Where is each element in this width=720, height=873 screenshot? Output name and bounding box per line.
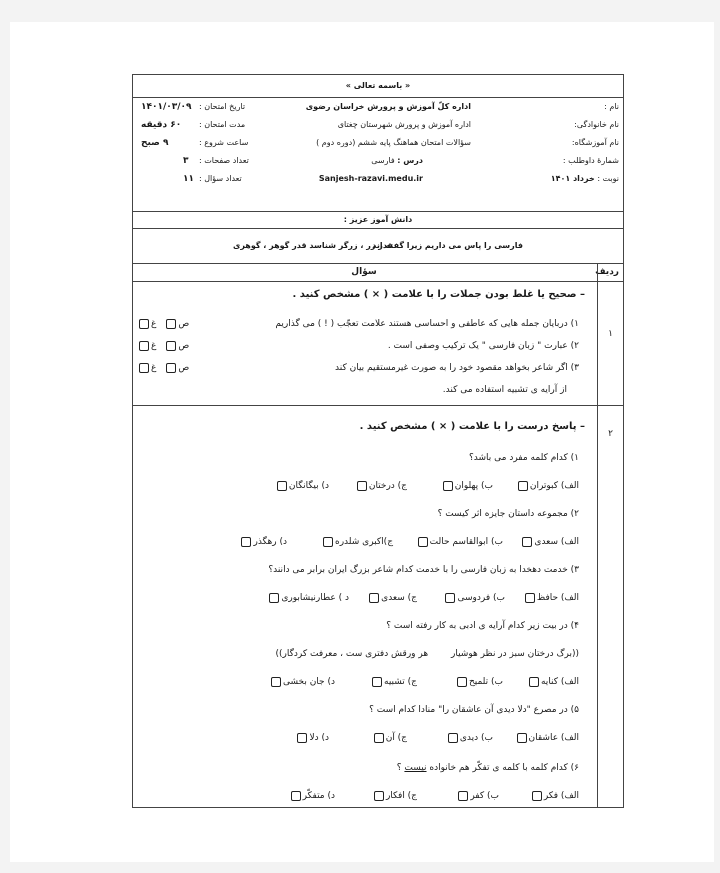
checkbox[interactable] bbox=[323, 537, 333, 547]
q1-2-true[interactable]: ص bbox=[166, 341, 189, 351]
checkbox[interactable] bbox=[139, 363, 149, 373]
checkbox[interactable] bbox=[139, 341, 149, 351]
org-name: اداره کلّ آموزش و پرورش خراسان رضوی bbox=[305, 102, 471, 111]
checkbox[interactable] bbox=[297, 733, 307, 743]
col-question-header: سؤال bbox=[351, 267, 377, 277]
q1-title: – صحیح یا غلط بودن جملات را با علامت ( × ) مشخص کنید . bbox=[292, 289, 585, 300]
q2-5-opt-c[interactable]: ج) آن bbox=[374, 733, 407, 743]
start-label: ساعت شروع : bbox=[199, 138, 249, 147]
q1-1-false[interactable]: غ bbox=[139, 319, 156, 329]
q2-6-opt-a[interactable]: الف) فکر bbox=[532, 791, 579, 801]
q1-1-true[interactable]: ص bbox=[166, 319, 189, 329]
name-label: نام : bbox=[604, 102, 619, 111]
checkbox[interactable] bbox=[525, 593, 535, 603]
checkbox[interactable] bbox=[139, 319, 149, 329]
underlined-word: نیست bbox=[404, 763, 427, 773]
dept-name: اداره آموزش و پرورش شهرستان چغتای bbox=[337, 120, 471, 129]
poem-row bbox=[133, 228, 623, 265]
q2-1-opt-a[interactable]: الف) کبوتران bbox=[518, 481, 579, 491]
checkbox[interactable] bbox=[374, 733, 384, 743]
checkbox[interactable] bbox=[418, 537, 428, 547]
checkbox[interactable] bbox=[166, 341, 176, 351]
q2-title: – پاسخ درست را با علامت ( × ) مشخص کنید . bbox=[359, 421, 585, 432]
checkbox[interactable] bbox=[369, 593, 379, 603]
greeting-row bbox=[133, 211, 623, 228]
q1-item-3-choices bbox=[139, 363, 189, 373]
q1-item-2-choices bbox=[139, 341, 189, 351]
checkbox[interactable] bbox=[271, 677, 281, 687]
checkbox[interactable] bbox=[241, 537, 251, 547]
checkbox[interactable] bbox=[529, 677, 539, 687]
q2-1-options bbox=[139, 481, 579, 495]
turn-label: نوبت : bbox=[597, 174, 619, 183]
q2-6-text: ۶) کدام کلمه با کلمه ی تفکّر هم خانواده نیست ؟ bbox=[396, 763, 579, 773]
questions-value: ۱۱ bbox=[183, 174, 194, 184]
q2-1-opt-d[interactable]: د) بیگانگان bbox=[277, 481, 329, 491]
q2-4-opt-c[interactable]: ج) تشبیه bbox=[372, 677, 417, 687]
q2-5-opt-a[interactable]: الف) عاشقان bbox=[517, 733, 580, 743]
table-header bbox=[133, 263, 623, 282]
q2-5-opt-d[interactable]: د) دلا bbox=[297, 733, 329, 743]
q2-6-options bbox=[139, 791, 579, 805]
q1-item-2: ۲) عبارت " زبان فارسی " یک ترکیب وصفی است . bbox=[387, 341, 579, 351]
q1-item-3-cont: از آرایه ی تشبیه استفاده می کند. bbox=[442, 385, 567, 395]
q1-2-false[interactable]: غ bbox=[139, 341, 156, 351]
checkbox[interactable] bbox=[445, 593, 455, 603]
checkbox[interactable] bbox=[443, 481, 453, 491]
q1-3-false[interactable]: غ bbox=[139, 363, 156, 373]
pages-value: ۳ bbox=[183, 156, 189, 166]
q1-number: ۱ bbox=[608, 329, 613, 339]
q2-3-opt-c[interactable]: ج) سعدی bbox=[369, 593, 417, 603]
questions-label: تعداد سؤال : bbox=[199, 174, 242, 183]
duration-label: مدت امتحان : bbox=[199, 120, 246, 129]
school-label: نام آموزشگاه: bbox=[571, 138, 619, 147]
q2-1-opt-c[interactable]: ج) درختان bbox=[357, 481, 407, 491]
checkbox[interactable] bbox=[517, 733, 527, 743]
q1-item-1-choices bbox=[139, 319, 189, 329]
checkbox[interactable] bbox=[357, 481, 367, 491]
q2-4-verse: ((برگ درختان سبز در نظر هوشیار هر ورقش دفتری ست ، معرفت کردگار)) bbox=[275, 649, 579, 659]
checkbox[interactable] bbox=[532, 791, 542, 801]
q2-4-text: ۴) در بیت زیر کدام آرایه ی ادبی به کار رفته است ؟ bbox=[386, 621, 579, 631]
checkbox[interactable] bbox=[166, 319, 176, 329]
exam-sheet bbox=[132, 74, 624, 808]
q1-item-1: ۱) دربایان جمله هایی که عاطفی و احساسی هستند علامت تعجّب ( ! ) می گذاریم bbox=[275, 319, 579, 329]
checkbox[interactable] bbox=[458, 791, 468, 801]
col-number-header: ردیف bbox=[595, 267, 619, 277]
q2-2-opt-b[interactable]: ب) ابوالقاسم حالت bbox=[418, 537, 503, 547]
checkbox[interactable] bbox=[448, 733, 458, 743]
pages-label: تعداد صفحات : bbox=[199, 156, 249, 165]
checkbox[interactable] bbox=[374, 791, 384, 801]
checkbox[interactable] bbox=[518, 481, 528, 491]
q2-6-opt-d[interactable]: د) متفکّر bbox=[291, 791, 335, 801]
q2-1-opt-b[interactable]: ب) پهلوان bbox=[443, 481, 493, 491]
header-bottom-line bbox=[133, 281, 623, 282]
q2-5-opt-b[interactable]: ب) دیدی bbox=[448, 733, 493, 743]
checkbox[interactable] bbox=[166, 363, 176, 373]
q2-5-options bbox=[139, 733, 579, 747]
q1-3-true[interactable]: ص bbox=[166, 363, 189, 373]
q2-4-opt-a[interactable]: الف) کنایه bbox=[529, 677, 579, 687]
subject-label: درس : bbox=[397, 156, 423, 165]
q2-3-opt-d[interactable]: د ) عطارنیشابوری bbox=[269, 593, 349, 603]
turn-field bbox=[551, 174, 619, 184]
q2-2-options bbox=[139, 537, 579, 551]
q2-5-text: ۵) در مصرع "دلا دیدی آن عاشقان را" منادا کدام است ؟ bbox=[369, 705, 579, 715]
q2-4-options bbox=[139, 677, 579, 691]
q2-4-opt-b[interactable]: ب) تلمیح bbox=[457, 677, 503, 687]
checkbox[interactable] bbox=[291, 791, 301, 801]
duration-value: ۶۰ دقیقه bbox=[141, 120, 182, 130]
q2-number: ۲ bbox=[608, 429, 613, 439]
question-separator bbox=[133, 405, 623, 406]
q2-1-text: ۱) کدام کلمه مفرد می باشد؟ bbox=[469, 453, 579, 463]
column-divider bbox=[597, 263, 598, 807]
date-value: ۱۴۰۱/۰۳/۰۹ bbox=[141, 102, 192, 112]
poem-line-2: قدر زر ، زرگر شناسد قدر گوهر ، گوهری bbox=[233, 241, 393, 250]
q2-2-opt-a[interactable]: الف) سعدی bbox=[522, 537, 579, 547]
poem-line-1: فارسی را پاس می داریم زیرا گفته اند bbox=[372, 241, 523, 250]
q2-3-opt-b[interactable]: ب) فردوسی bbox=[445, 593, 505, 603]
subject-field bbox=[371, 156, 423, 166]
q2-3-text: ۳) خدمت دهخدا به زبان فارسی را با خدمت کدام شاعر بزرگ ایران برابر می دانند؟ bbox=[268, 565, 579, 575]
site-url: Sanjesh-razavi.medu.ir bbox=[318, 174, 423, 183]
q2-6-opt-b[interactable]: ب) کفر bbox=[458, 791, 499, 801]
checkbox[interactable] bbox=[269, 593, 279, 603]
family-label: نام خانوادگی: bbox=[574, 120, 619, 129]
q2-3-options bbox=[139, 593, 579, 607]
start-value: ۹ صبح bbox=[141, 138, 169, 148]
q2-6-opt-c[interactable]: ج) افکار bbox=[374, 791, 417, 801]
greeting: دانش آموز عزیز : bbox=[343, 215, 413, 224]
q2-2-opt-d[interactable]: د) رهگذر bbox=[241, 537, 287, 547]
q2-2-text: ۲) مجموعه داستان جایزه اثر کیست ؟ bbox=[437, 509, 579, 519]
checkbox[interactable] bbox=[372, 677, 382, 687]
blessing: « باسمه تعالی » bbox=[345, 81, 411, 90]
q2-2-opt-c[interactable]: ج)اکبری شلدره bbox=[323, 537, 393, 547]
exam-title: سؤالات امتحان هماهنگ پایه ششم (دوره دوم ) bbox=[316, 138, 471, 147]
subject-value: فارسی bbox=[371, 156, 395, 165]
q2-3-opt-a[interactable]: الف) حافظ bbox=[525, 593, 579, 603]
q2-4-opt-d[interactable]: د) جان بخشی bbox=[271, 677, 335, 687]
seat-label: شمارهٔ داوطلب : bbox=[562, 156, 619, 165]
checkbox[interactable] bbox=[457, 677, 467, 687]
date-label: تاریخ امتحان : bbox=[199, 102, 246, 111]
checkbox[interactable] bbox=[522, 537, 532, 547]
exam-paper bbox=[10, 22, 714, 862]
checkbox[interactable] bbox=[277, 481, 287, 491]
turn-value: خرداد ۱۴۰۱ bbox=[550, 174, 595, 183]
q1-item-3: ۳) اگر شاعر بخواهد مقصود خود را به صورت غیرمستقیم بیان کند bbox=[335, 363, 579, 373]
